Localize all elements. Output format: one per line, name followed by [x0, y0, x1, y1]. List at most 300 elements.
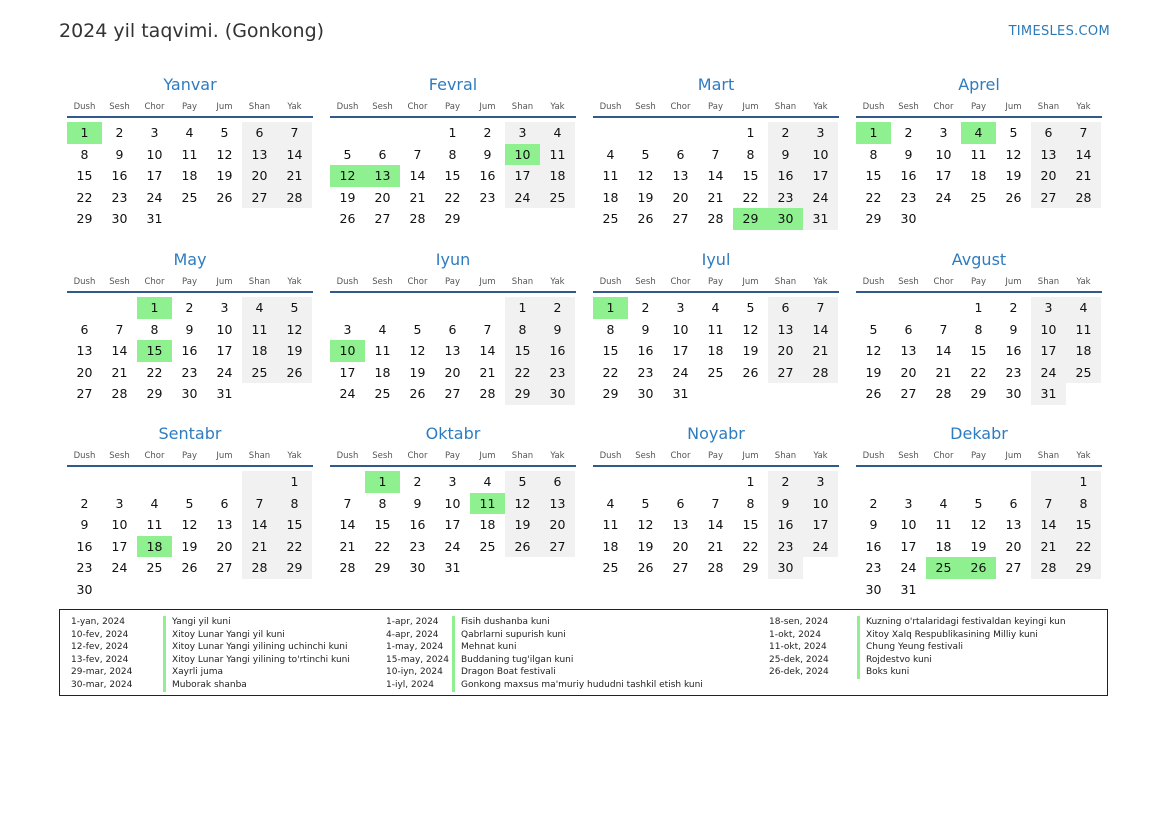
day-cell: 4	[185, 125, 194, 140]
weekday-label: Jum	[479, 102, 496, 112]
holiday-name: Gonkong maxsus ma'muriy hududni tashkil etish kuni	[452, 679, 703, 692]
day-cell: 10	[803, 493, 838, 515]
day-cell: 11	[374, 343, 391, 359]
day-cell: 27	[444, 386, 461, 402]
day-cell: 9	[641, 321, 650, 337]
weekday-label: Jum	[1005, 102, 1022, 112]
weekday-label: Jum	[1005, 451, 1022, 461]
day-cell: 10	[672, 321, 689, 337]
day-empty	[961, 471, 996, 493]
holiday-date: 1-apr, 2024	[386, 617, 439, 627]
month-iyul	[593, 249, 839, 405]
weekday-label: Shan	[774, 451, 797, 461]
holiday-day: 15	[137, 340, 172, 362]
holiday-day: 10	[330, 340, 365, 362]
day-cell: 2	[641, 300, 650, 315]
day-cell: 7	[413, 146, 422, 162]
day-cell: 11	[935, 517, 952, 533]
day-cell: 15	[742, 168, 759, 184]
weekday-header	[856, 102, 1102, 118]
weekday-label: Dush	[599, 277, 622, 287]
day-cell: 12	[865, 343, 882, 359]
weekday-label: Shan	[1037, 451, 1060, 461]
holiday-date: 1-may, 2024	[386, 642, 444, 653]
weekday-label: Yak	[550, 451, 565, 461]
weekday-label: Jum	[1005, 277, 1022, 287]
day-cell: 13	[76, 343, 93, 359]
day-cell: 25	[970, 189, 987, 205]
day-cell: 23	[409, 538, 426, 554]
day-cell: 25	[602, 211, 619, 227]
day-cell: 19	[277, 340, 312, 362]
site-link[interactable]: TIMESLES.COM	[1008, 24, 1110, 39]
holiday-name: Xayrli juma	[163, 666, 223, 679]
day-cell: 14	[1066, 144, 1101, 166]
day-cell: 28	[803, 362, 838, 384]
weekday-label: Chor	[144, 102, 165, 112]
day-cell: 9	[413, 495, 422, 511]
day-cell: 21	[803, 340, 838, 362]
day-empty	[365, 122, 400, 144]
day-cell: 8	[746, 146, 755, 162]
day-cell: 27	[374, 211, 391, 227]
weekday-header	[593, 102, 839, 118]
month-avgust	[856, 249, 1102, 405]
day-grid	[856, 297, 1102, 405]
day-empty	[891, 471, 926, 493]
weekday-label: Chor	[144, 277, 165, 287]
day-cell: 3	[676, 300, 685, 315]
holiday-date: 25-dek, 2024	[769, 654, 829, 665]
weekday-label: Chor	[933, 277, 954, 287]
day-empty	[330, 122, 365, 144]
weekday-label: Dush	[336, 451, 359, 461]
day-cell: 29	[970, 386, 987, 402]
day-cell: 6	[676, 495, 685, 511]
day-cell: 7	[1031, 493, 1066, 515]
day-grid	[856, 122, 1102, 230]
day-cell: 1	[505, 297, 540, 319]
day-cell: 30	[181, 386, 198, 402]
day-cell: 20	[768, 340, 803, 362]
weekday-label: Dush	[73, 277, 96, 287]
day-cell: 29	[374, 560, 391, 576]
day-cell: 13	[1005, 517, 1022, 533]
day-cell: 22	[602, 364, 619, 380]
day-cell: 11	[242, 319, 277, 341]
day-cell: 22	[970, 364, 987, 380]
holiday-name: Yangi yil kuni	[163, 616, 231, 629]
weekday-label: Shan	[248, 451, 271, 461]
day-cell: 22	[277, 536, 312, 558]
day-cell: 16	[181, 343, 198, 359]
holiday-name: Chung Yeung festivali	[857, 641, 963, 654]
day-cell: 31	[672, 386, 689, 402]
day-cell: 11	[707, 321, 724, 337]
day-cell: 18	[479, 517, 496, 533]
day-cell: 4	[483, 474, 492, 489]
day-cell: 17	[444, 517, 461, 533]
day-cell: 26	[865, 386, 882, 402]
day-empty	[102, 297, 137, 319]
day-cell: 25	[602, 560, 619, 576]
day-cell: 16	[1005, 343, 1022, 359]
day-cell: 7	[803, 297, 838, 319]
day-cell: 19	[637, 538, 654, 554]
day-cell: 27	[1005, 560, 1022, 576]
day-cell: 18	[1066, 340, 1101, 362]
day-cell: 9	[904, 146, 913, 162]
weekday-label: Chor	[144, 451, 165, 461]
day-cell: 18	[602, 538, 619, 554]
day-empty	[400, 122, 435, 144]
weekday-label: Dush	[862, 451, 885, 461]
holiday-day: 1	[137, 297, 172, 319]
day-cell: 21	[409, 189, 426, 205]
holiday-day: 4	[961, 122, 996, 144]
day-cell: 24	[935, 189, 952, 205]
day-cell: 14	[803, 319, 838, 341]
day-cell: 21	[242, 536, 277, 558]
day-cell: 11	[970, 146, 987, 162]
day-cell: 19	[339, 189, 356, 205]
holiday-name: Buddaning tug'ilgan kuni	[452, 654, 573, 667]
weekday-label: Sesh	[635, 102, 656, 112]
day-cell: 11	[1066, 319, 1101, 341]
day-cell: 16	[540, 340, 575, 362]
day-cell: 12	[505, 493, 540, 515]
day-cell: 29	[277, 557, 312, 579]
day-cell: 12	[637, 168, 654, 184]
weekday-label: Yak	[813, 277, 828, 287]
holiday-day: 18	[137, 536, 172, 558]
month-oktabr	[330, 423, 576, 579]
day-cell: 24	[216, 364, 233, 380]
day-cell: 21	[707, 189, 724, 205]
day-cell: 10	[216, 321, 233, 337]
holiday-legend	[59, 609, 1108, 696]
day-cell: 15	[76, 168, 93, 184]
holiday-day: 10	[505, 144, 540, 166]
day-cell: 4	[606, 495, 615, 511]
day-cell: 10	[803, 144, 838, 166]
weekday-label: Yak	[1076, 277, 1091, 287]
day-cell: 16	[900, 168, 917, 184]
day-cell: 7	[242, 493, 277, 515]
day-cell: 23	[900, 189, 917, 205]
day-cell: 15	[1066, 514, 1101, 536]
day-cell: 21	[935, 364, 952, 380]
day-cell: 19	[409, 364, 426, 380]
holiday-day: 29	[733, 208, 768, 230]
day-cell: 6	[904, 321, 913, 337]
holiday-name: Fisih dushanba kuni	[452, 616, 550, 629]
day-cell: 10	[900, 517, 917, 533]
day-cell: 5	[641, 146, 650, 162]
day-cell: 22	[146, 364, 163, 380]
weekday-label: Dush	[862, 102, 885, 112]
day-cell: 14	[339, 517, 356, 533]
holiday-date: 12-fev, 2024	[71, 642, 129, 653]
weekday-label: Pay	[445, 102, 460, 112]
day-cell: 19	[216, 168, 233, 184]
day-cell: 31	[900, 581, 917, 597]
day-cell: 28	[242, 557, 277, 579]
day-cell: 20	[1005, 538, 1022, 554]
day-cell: 3	[150, 125, 159, 140]
day-cell: 14	[242, 514, 277, 536]
holiday-name: Xitoy Xalq Respublikasining Milliy kuni	[857, 629, 1038, 642]
day-cell: 16	[768, 514, 803, 536]
day-grid	[67, 122, 313, 230]
day-empty	[856, 471, 891, 493]
day-cell: 28	[409, 211, 426, 227]
day-cell: 6	[80, 321, 89, 337]
day-cell: 22	[742, 538, 759, 554]
holiday-day: 26	[961, 557, 996, 579]
day-cell: 20	[76, 364, 93, 380]
day-cell: 20	[444, 364, 461, 380]
day-cell: 23	[540, 362, 575, 384]
day-empty	[435, 297, 470, 319]
weekday-label: Pay	[182, 277, 197, 287]
day-cell: 9	[869, 517, 878, 533]
day-empty	[698, 471, 733, 493]
weekday-label: Jum	[216, 277, 233, 287]
day-cell: 9	[483, 146, 492, 162]
month-name: Iyul	[701, 250, 731, 269]
day-cell: 18	[602, 189, 619, 205]
holiday-day: 12	[330, 165, 365, 187]
day-cell: 28	[1066, 187, 1101, 209]
day-cell: 5	[869, 321, 878, 337]
weekday-label: Jum	[216, 451, 233, 461]
month-sentabr	[67, 423, 313, 601]
day-cell: 22	[374, 538, 391, 554]
month-name: Oktabr	[425, 424, 481, 443]
day-cell: 25	[146, 560, 163, 576]
holiday-name: Rojdestvo kuni	[857, 654, 932, 667]
holiday-day: 13	[365, 165, 400, 187]
day-cell: 16	[865, 538, 882, 554]
weekday-label: Chor	[670, 277, 691, 287]
day-cell: 6	[1009, 495, 1018, 511]
weekday-label: Jum	[742, 102, 759, 112]
weekday-label: Shan	[511, 277, 534, 287]
weekday-label: Sesh	[372, 277, 393, 287]
month-name: Yanvar	[163, 75, 217, 94]
day-cell: 27	[768, 362, 803, 384]
holiday-name: Xitoy Lunar Yangi yilining uchinchi kuni	[163, 641, 348, 654]
day-cell: 23	[76, 560, 93, 576]
day-cell: 4	[1066, 297, 1101, 319]
holiday-day: 1	[593, 297, 628, 319]
day-cell: 16	[768, 165, 803, 187]
day-cell: 19	[637, 189, 654, 205]
day-cell: 26	[409, 386, 426, 402]
day-cell: 20	[242, 165, 277, 187]
day-empty	[663, 471, 698, 493]
weekday-label: Shan	[511, 102, 534, 112]
day-cell: 24	[339, 386, 356, 402]
holiday-date: 1-yan, 2024	[71, 617, 125, 627]
weekday-label: Chor	[933, 451, 954, 461]
day-cell: 27	[242, 187, 277, 209]
day-cell: 24	[444, 538, 461, 554]
weekday-label: Pay	[708, 102, 723, 112]
month-noyabr	[593, 423, 839, 579]
day-cell: 8	[869, 146, 878, 162]
day-cell: 15	[374, 517, 391, 533]
day-cell: 3	[448, 474, 457, 489]
day-cell: 8	[448, 146, 457, 162]
day-cell: 27	[216, 560, 233, 576]
day-cell: 17	[803, 165, 838, 187]
month-name: Dekabr	[950, 424, 1008, 443]
day-cell: 13	[1031, 144, 1066, 166]
day-cell: 13	[540, 493, 575, 515]
month-fevral	[330, 74, 576, 230]
day-cell: 19	[742, 343, 759, 359]
day-cell: 19	[1005, 168, 1022, 184]
day-cell: 17	[111, 538, 128, 554]
month-may	[67, 249, 313, 405]
day-cell: 17	[803, 514, 838, 536]
month-iyun	[330, 249, 576, 405]
day-cell: 26	[505, 536, 540, 558]
day-cell: 16	[479, 168, 496, 184]
day-cell: 29	[76, 211, 93, 227]
weekday-label: Chor	[670, 102, 691, 112]
holiday-name: Xitoy Lunar Yangi yil kuni	[163, 629, 285, 642]
day-cell: 3	[904, 495, 913, 511]
day-cell: 20	[1031, 165, 1066, 187]
day-cell: 25	[181, 189, 198, 205]
day-cell: 18	[374, 364, 391, 380]
day-cell: 21	[277, 165, 312, 187]
day-cell: 6	[448, 321, 457, 337]
weekday-label: Sesh	[109, 102, 130, 112]
weekday-label: Chor	[407, 102, 428, 112]
day-grid	[593, 122, 839, 230]
weekday-label: Shan	[248, 102, 271, 112]
day-empty	[996, 471, 1031, 493]
day-cell: 21	[339, 538, 356, 554]
day-cell: 18	[970, 168, 987, 184]
day-cell: 26	[181, 560, 198, 576]
day-cell: 2	[483, 125, 492, 140]
holiday-name: Kuzning o'rtalaridagi festivaldan keyingi kun	[857, 616, 1066, 629]
holiday-name: Mehnat kuni	[452, 641, 516, 654]
day-cell: 9	[80, 517, 89, 533]
day-cell: 30	[76, 581, 93, 597]
holiday-date: 18-sen, 2024	[769, 617, 829, 627]
weekday-label: Sesh	[109, 451, 130, 461]
day-empty	[698, 122, 733, 144]
day-cell: 8	[746, 495, 755, 511]
day-cell: 1	[746, 474, 755, 489]
day-cell: 27	[76, 386, 93, 402]
day-cell: 9	[1009, 321, 1018, 337]
day-cell: 11	[146, 517, 163, 533]
weekday-header	[593, 451, 839, 467]
day-cell: 4	[540, 122, 575, 144]
weekday-label: Sesh	[898, 277, 919, 287]
day-cell: 8	[150, 321, 159, 337]
day-cell: 23	[768, 187, 803, 209]
weekday-label: Jum	[742, 451, 759, 461]
holiday-day: 11	[470, 493, 505, 515]
day-cell: 28	[111, 386, 128, 402]
day-cell: 25	[242, 362, 277, 384]
day-cell: 4	[939, 495, 948, 511]
weekday-label: Chor	[670, 451, 691, 461]
day-cell: 8	[277, 493, 312, 515]
weekday-header	[593, 277, 839, 293]
weekday-label: Yak	[1076, 451, 1091, 461]
day-cell: 29	[444, 211, 461, 227]
day-cell: 7	[711, 146, 720, 162]
day-cell: 28	[1031, 557, 1066, 579]
day-cell: 14	[409, 168, 426, 184]
day-cell: 25	[1066, 362, 1101, 384]
day-cell: 22	[76, 189, 93, 205]
weekday-label: Pay	[708, 451, 723, 461]
day-cell: 18	[935, 538, 952, 554]
day-empty	[926, 471, 961, 493]
day-cell: 27	[1031, 187, 1066, 209]
month-name: Noyabr	[687, 424, 745, 443]
day-cell: 21	[1066, 165, 1101, 187]
day-cell: 3	[220, 300, 229, 315]
day-cell: 7	[939, 321, 948, 337]
day-cell: 10	[1031, 319, 1066, 341]
day-grid	[330, 297, 576, 405]
day-cell: 23	[111, 189, 128, 205]
day-empty	[628, 122, 663, 144]
day-cell: 26	[1005, 189, 1022, 205]
weekday-label: Dush	[599, 102, 622, 112]
day-cell: 25	[707, 364, 724, 380]
day-cell: 3	[803, 471, 838, 493]
day-cell: 24	[803, 187, 838, 209]
weekday-label: Yak	[287, 451, 302, 461]
day-cell: 30	[637, 386, 654, 402]
day-cell: 31	[146, 211, 163, 227]
day-cell: 7	[711, 495, 720, 511]
day-cell: 25	[479, 538, 496, 554]
weekday-header	[856, 277, 1102, 293]
day-cell: 6	[540, 471, 575, 493]
weekday-header	[67, 451, 313, 467]
day-cell: 28	[707, 211, 724, 227]
holiday-date: 4-apr, 2024	[386, 629, 439, 640]
day-cell: 16	[637, 343, 654, 359]
day-cell: 26	[216, 189, 233, 205]
page-title: 2024 yil taqvimi. (Gonkong)	[59, 20, 325, 42]
day-cell: 28	[277, 187, 312, 209]
day-cell: 2	[540, 297, 575, 319]
day-cell: 28	[707, 560, 724, 576]
day-cell: 24	[900, 560, 917, 576]
day-cell: 9	[115, 146, 124, 162]
weekday-label: Chor	[933, 102, 954, 112]
holiday-day: 1	[365, 471, 400, 493]
month-name: Aprel	[958, 75, 1000, 94]
day-cell: 4	[150, 495, 159, 511]
holiday-name: Muborak shanba	[163, 679, 247, 692]
day-cell: 28	[935, 386, 952, 402]
